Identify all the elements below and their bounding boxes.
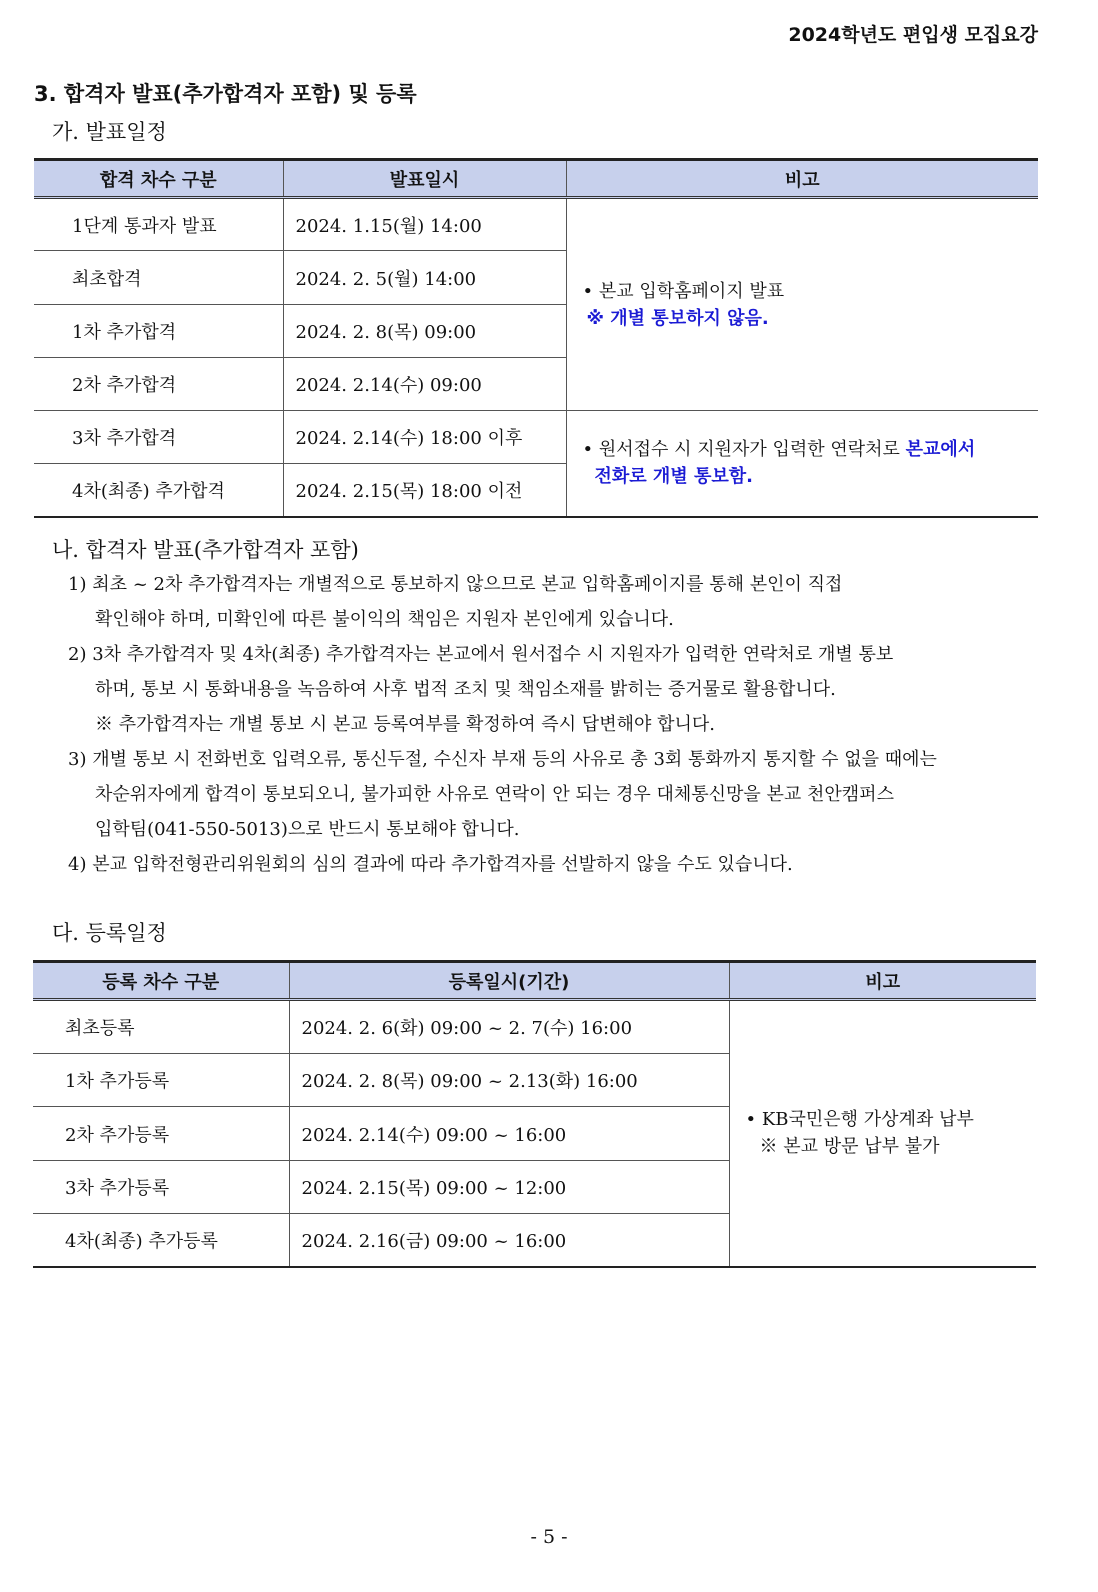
document-header: 2024학년도 편입생 모집요강 (788, 24, 1038, 46)
date-cell: 2024. 2. 6(화) 09:00 ~ 2. 7(수) 16:00 (289, 1000, 729, 1054)
note-text: • KB국민은행 가상계좌 납부 (745, 1109, 974, 1131)
notice-paragraphs (68, 567, 937, 882)
round-cell: 4차(최종) 추가등록 (33, 1214, 289, 1267)
table-header-row (34, 160, 1038, 198)
date-cell: 2024. 2. 8(목) 09:00 ~ 2.13(화) 16:00 (289, 1054, 729, 1107)
column-header: 등록 차수 구분 (33, 962, 289, 1000)
round-cell: 3차 추가합격 (34, 411, 283, 464)
note-cell (566, 198, 1038, 411)
table-row (34, 411, 1038, 464)
round-cell: 4차(최종) 추가합격 (34, 464, 283, 517)
paragraph-line: 3) 개별 통보 시 전화번호 입력오류, 통신두절, 수신자 부재 등의 사유로 총 3회 통화까지 통지할 수 없을 때에는 (68, 749, 937, 770)
table-row (33, 1000, 1036, 1054)
date-cell: 2024. 2. 8(목) 09:00 (283, 305, 566, 358)
round-cell: 최초합격 (34, 251, 283, 305)
date-cell: 2024. 2.16(금) 09:00 ~ 16:00 (289, 1214, 729, 1267)
date-cell: 2024. 2.14(수) 09:00 ~ 16:00 (289, 1107, 729, 1161)
announcement-schedule-table (34, 158, 1038, 518)
date-cell: 2024. 2.15(목) 09:00 ~ 12:00 (289, 1161, 729, 1214)
date-cell: 2024. 2.15(목) 18:00 이전 (283, 464, 566, 517)
paragraph-line: 하며, 통보 시 통화내용을 녹음하여 사후 법적 조치 및 책임소재를 밝히는 증거물로 활용합니다. (95, 679, 836, 700)
paragraph-line: 2) 3차 추가합격자 및 4차(최종) 추가합격자는 본교에서 원서접수 시 지원자가 입력한 연락처로 개별 통보 (68, 644, 894, 665)
column-header: 비고 (566, 160, 1038, 198)
round-cell: 2차 추가합격 (34, 358, 283, 411)
round-cell: 1차 추가합격 (34, 305, 283, 358)
subsection-c-title: 다. 등록일정 (52, 921, 167, 945)
date-cell: 2024. 2.14(수) 18:00 이후 (283, 411, 566, 464)
paragraph-line: ※ 추가합격자는 개별 통보 시 본교 등록여부를 확정하여 즉시 답변해야 합니다. (95, 714, 715, 735)
table-row (34, 198, 1038, 251)
paragraph-line: 4) 본교 입학전형관리위원회의 심의 결과에 따라 추가합격자를 선발하지 않을 수도 있습니다. (68, 854, 793, 875)
date-cell: 2024. 2. 5(월) 14:00 (283, 251, 566, 305)
column-header: 합격 차수 구분 (34, 160, 283, 198)
column-header: 등록일시(기간) (289, 962, 729, 1000)
round-cell: 1단계 통과자 발표 (34, 198, 283, 251)
subsection-b-title: 나. 합격자 발표(추가합격자 포함) (52, 538, 359, 562)
note-highlight: 전화로 개별 통보함. (594, 466, 753, 488)
paragraph-line: 확인해야 하며, 미확인에 따른 불이익의 책임은 지원자 본인에게 있습니다. (95, 609, 674, 630)
round-cell: 2차 추가등록 (33, 1107, 289, 1161)
column-header: 비고 (729, 962, 1036, 1000)
note-cell (566, 411, 1038, 517)
note-text: ※ 본교 방문 납부 불가 (759, 1136, 940, 1158)
note-text: • 본교 입학홈페이지 발표 (582, 280, 785, 302)
date-cell: 2024. 2.14(수) 09:00 (283, 358, 566, 411)
paragraph-line: 차순위자에게 합격이 통보되오니, 불가피한 사유로 연락이 안 되는 경우 대체통신망을 본교 천안캠퍼스 (95, 784, 894, 805)
paragraph-line: 1) 최초 ~ 2차 추가합격자는 개별적으로 통보하지 않으므로 본교 입학홈페이지를 통해 본인이 직접 (68, 574, 843, 595)
registration-schedule-table (33, 960, 1036, 1268)
round-cell: 최초등록 (33, 1000, 289, 1054)
note-highlight: 본교에서 (905, 439, 976, 461)
note-warning: ※ 개별 통보하지 않음. (586, 307, 769, 329)
round-cell: 1차 추가등록 (33, 1054, 289, 1107)
note-text: • 원서접수 시 지원자가 입력한 연락처로 (582, 439, 906, 461)
round-cell: 3차 추가등록 (33, 1161, 289, 1214)
date-cell: 2024. 1.15(월) 14:00 (283, 198, 566, 251)
table-header-row (33, 962, 1036, 1000)
note-cell (729, 1000, 1036, 1267)
column-header: 발표일시 (283, 160, 566, 198)
subsection-a-title: 가. 발표일정 (52, 120, 167, 144)
section-title: 3. 합격자 발표(추가합격자 포함) 및 등록 (34, 82, 417, 106)
paragraph-line: 입학팀(041-550-5013)으로 반드시 통보해야 합니다. (95, 819, 520, 840)
page-number: - 5 - (530, 1526, 568, 1548)
